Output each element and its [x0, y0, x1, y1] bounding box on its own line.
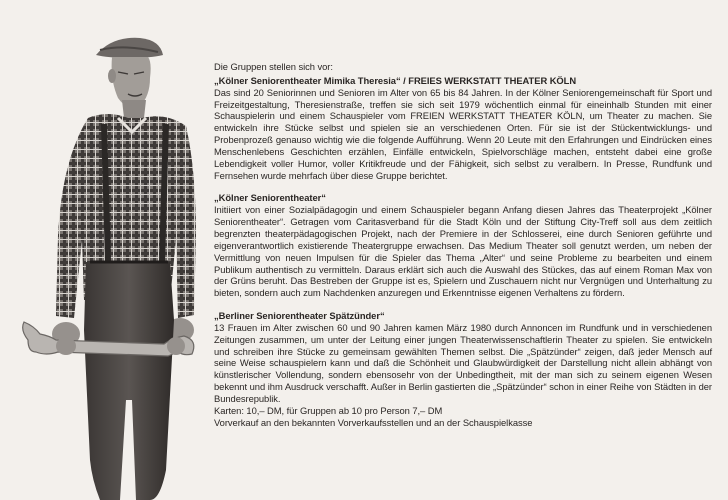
presale-info: Vorverkauf an den bekannten Vorverkaufsstellen und an der Schauspielkasse [214, 416, 533, 428]
group-description: Das sind 20 Seniorinnen und Senioren im Alter von 65 bis 84 Jahren. In der Kölner Seniorengemeinschaft für Sport und Freizeitgestaltung, Theresienstraße, treffen sie sich seit 1979 wöchentlich einmal für eineinhalb Stunden mit einer Schauspielerin und einem Schauspieler vom FREIEN WERKSTATT THEATER KÖLN, um Theater zu machen. Sie entwickeln ihre Stücke selbst und spielen sie an verschiedenen Orten. Für sie ist der Stückentwicklungs- und Probenprozeß genauso wichtig wie die folgende Aufführung. Wenn 20 Leute mit den Erfahrungen und Eindrücken eines Menschenlebens Geschichten erzählen, Einfälle entwickeln, Spielvorschläge machen, entsteht dabei eine große Lebendigkeit voller Humor, voller Kritikfreude und der Fähigkeit, sich selbst zu veralbern. In Presse, Rundfunk und Fernsehen wurde mehrfach über diese Gruppe berichtet. [214, 86, 712, 181]
group-description: 13 Frauen im Alter zwischen 60 und 90 Jahren kamen März 1980 durch Annoncen im Rundfunk und in verschiedenen Zeitungen zusammen, um unter der Leitung einer jungen Theaterwissenschaftlerin Theater zu spielen. Sie entwickeln und schreiben ihre Stücke zu gemeinsam gewählten Themen selbst. Die „Spätzünder“ zeigen, daß jeder Mensch auf seine Weise schauspielern kann und daß die Schönheit und Glaubwürdigkeit der Darstellung nicht allein abhängt von künstlerischer Vollendung, sondern ebensosehr von der Unbedingtheit, mit der man sich zu seinem eigenen Wesen bekennt und ihm Ausdruck verschafft. Außer in Berlin gastierten die „Spätzünder“ schon in einer Reihe von Städten in der Bundesrepublik. [214, 321, 712, 404]
group-heading: „Berliner Seniorentheater Spätzünder“ [214, 310, 385, 322]
ticket-prices: Karten: 10,– DM, für Gruppen ab 10 pro Person 7,– DM [214, 404, 443, 416]
group-heading: „Kölner Seniorentheater“ [214, 192, 326, 204]
group-heading: „Kölner Seniorentheater Mimika Theresia“ / FREIES WERKSTATT THEATER KÖLN [214, 74, 577, 86]
man-with-wrench-photo [0, 0, 215, 500]
group-description: Initiiert von einer Sozialpädagogin und einem Schauspieler begann Anfang diesen Jahres das Theaterprojekt „Kölner Seniorentheater“. Getragen vom Caritasverband für die Stadt Köln und der Stiftung City-Treff soll aus dem zeitlich begrenzten theaterpädagogischen Projekt, nach der Premiere in der Schlosserei, eine durch Senioren geführte und eigenverantwortlich existierende Theatergruppe erwachsen. Das Medium Theater soll genutzt werden, um neben der Vermittlung von neuen Impulsen für die Spieler das Thema „Alter“ und seine Probleme zu bearbeiten und einem Publikum authentisch zu vermitteln. Daraus erklärt sich auch die Auswahl des Stückes, das auf einem Roman Max von der Grüns beruht. Das Bestreben der Gruppe ist es, Spielern und Zuschauern nicht nur Vergnügen und Unterhaltung zu bieten, sondern auch zum Nachdenken anzuregen und Erkenntnisse eigenen Verhaltens zu fördern. [214, 204, 712, 299]
section-intro: Die Gruppen stellen sich vor: [214, 61, 333, 72]
program-text [214, 61, 712, 428]
